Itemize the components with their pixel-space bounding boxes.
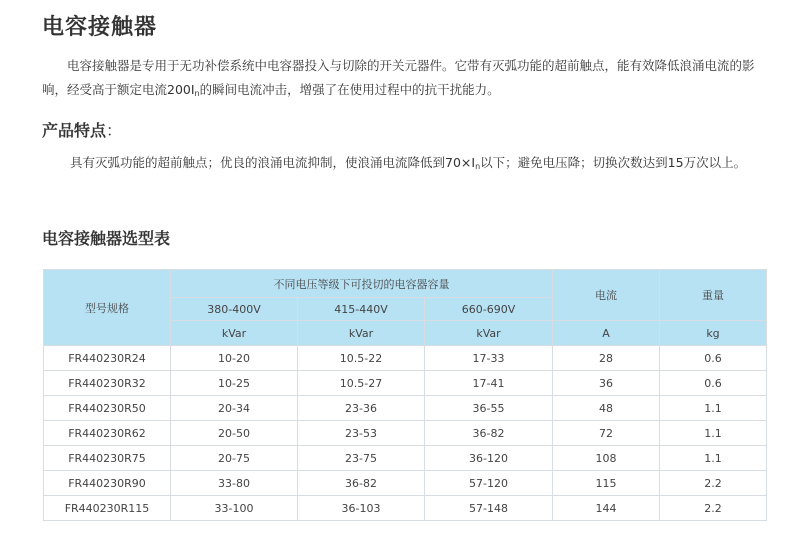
header-voltage-2: 415-440V	[298, 298, 425, 321]
cell-capacity-415: 23-36	[298, 396, 425, 421]
features-heading	[42, 118, 122, 141]
cell-current: 108	[553, 446, 660, 471]
header-capacity-group: 不同电压等级下可投切的电容器容量	[171, 270, 553, 298]
header-unit-kvar-3: kVar	[425, 321, 553, 346]
table-title: 电容接触器选型表	[42, 229, 171, 248]
cell-weight: 2.2	[660, 496, 767, 521]
cell-capacity-415: 23-53	[298, 421, 425, 446]
table-row	[44, 496, 767, 521]
cell-capacity-415: 36-82	[298, 471, 425, 496]
header-current: 电流	[553, 270, 660, 321]
intro-subscript: n	[194, 89, 200, 98]
cell-model: FR440230R24	[44, 346, 171, 371]
table-row	[44, 396, 767, 421]
cell-model: FR440230R32	[44, 371, 171, 396]
features-text-part2: 以下；避免电压降；切换次数达到15万次以上。	[480, 155, 747, 170]
cell-model: FR440230R75	[44, 446, 171, 471]
header-weight: 重量	[660, 270, 767, 321]
cell-capacity-380: 33-100	[171, 496, 298, 521]
header-unit-weight: kg	[660, 321, 767, 346]
cell-capacity-660: 57-120	[425, 471, 553, 496]
cell-capacity-660: 36-55	[425, 396, 553, 421]
cell-capacity-380: 20-34	[171, 396, 298, 421]
cell-capacity-380: 10-25	[171, 371, 298, 396]
intro-paragraph	[42, 54, 772, 106]
header-unit-current: A	[553, 321, 660, 346]
cell-model: FR440230R115	[44, 496, 171, 521]
cell-capacity-415: 23-75	[298, 446, 425, 471]
cell-capacity-415: 10.5-27	[298, 371, 425, 396]
cell-current: 72	[553, 421, 660, 446]
features-heading-colon: ：	[106, 121, 123, 140]
cell-model: FR440230R50	[44, 396, 171, 421]
intro-text-part2: 的瞬间电流冲击，增强了在使用过程中的抗干扰能力。	[199, 82, 500, 97]
cell-weight: 2.2	[660, 471, 767, 496]
header-unit-kvar-1: kVar	[171, 321, 298, 346]
cell-capacity-380: 10-20	[171, 346, 298, 371]
cell-capacity-660: 17-33	[425, 346, 553, 371]
cell-weight: 1.1	[660, 396, 767, 421]
table-row	[44, 446, 767, 471]
cell-capacity-380: 20-75	[171, 446, 298, 471]
cell-capacity-660: 36-82	[425, 421, 553, 446]
features-subscript: n	[475, 162, 481, 171]
table-row	[44, 421, 767, 446]
table-row	[44, 471, 767, 496]
intro-text-part1: 电容接触器是专用于无功补偿系统中电容器投入与切除的开关元器件。它带有灭弧功能的超前触点，能有效降低浪涌电流的影响，经受高于额定电流200I	[42, 58, 755, 97]
cell-capacity-415: 10.5-22	[298, 346, 425, 371]
cell-weight: 1.1	[660, 446, 767, 471]
cell-capacity-660: 17-41	[425, 371, 553, 396]
features-text	[70, 152, 746, 178]
page-title: 电容接触器	[42, 15, 158, 40]
cell-capacity-380: 33-80	[171, 471, 298, 496]
table-row	[44, 346, 767, 371]
cell-current: 115	[553, 471, 660, 496]
cell-capacity-415: 36-103	[298, 496, 425, 521]
cell-weight: 1.1	[660, 421, 767, 446]
header-voltage-1: 380-400V	[171, 298, 298, 321]
features-heading-label: 产品特点	[42, 121, 107, 140]
selection-table	[43, 269, 767, 521]
cell-current: 28	[553, 346, 660, 371]
cell-current: 144	[553, 496, 660, 521]
cell-model: FR440230R90	[44, 471, 171, 496]
features-text-part1: 具有灭弧功能的超前触点；优良的浪涌电流抑制，使浪涌电流降低到70×I	[70, 155, 476, 170]
cell-capacity-660: 57-148	[425, 496, 553, 521]
cell-weight: 0.6	[660, 346, 767, 371]
header-voltage-3: 660-690V	[425, 298, 553, 321]
cell-weight: 0.6	[660, 371, 767, 396]
cell-model: FR440230R62	[44, 421, 171, 446]
cell-current: 48	[553, 396, 660, 421]
cell-current: 36	[553, 371, 660, 396]
cell-capacity-660: 36-120	[425, 446, 553, 471]
table-row	[44, 371, 767, 396]
cell-capacity-380: 20-50	[171, 421, 298, 446]
header-unit-kvar-2: kVar	[298, 321, 425, 346]
header-model: 型号规格	[44, 270, 171, 346]
